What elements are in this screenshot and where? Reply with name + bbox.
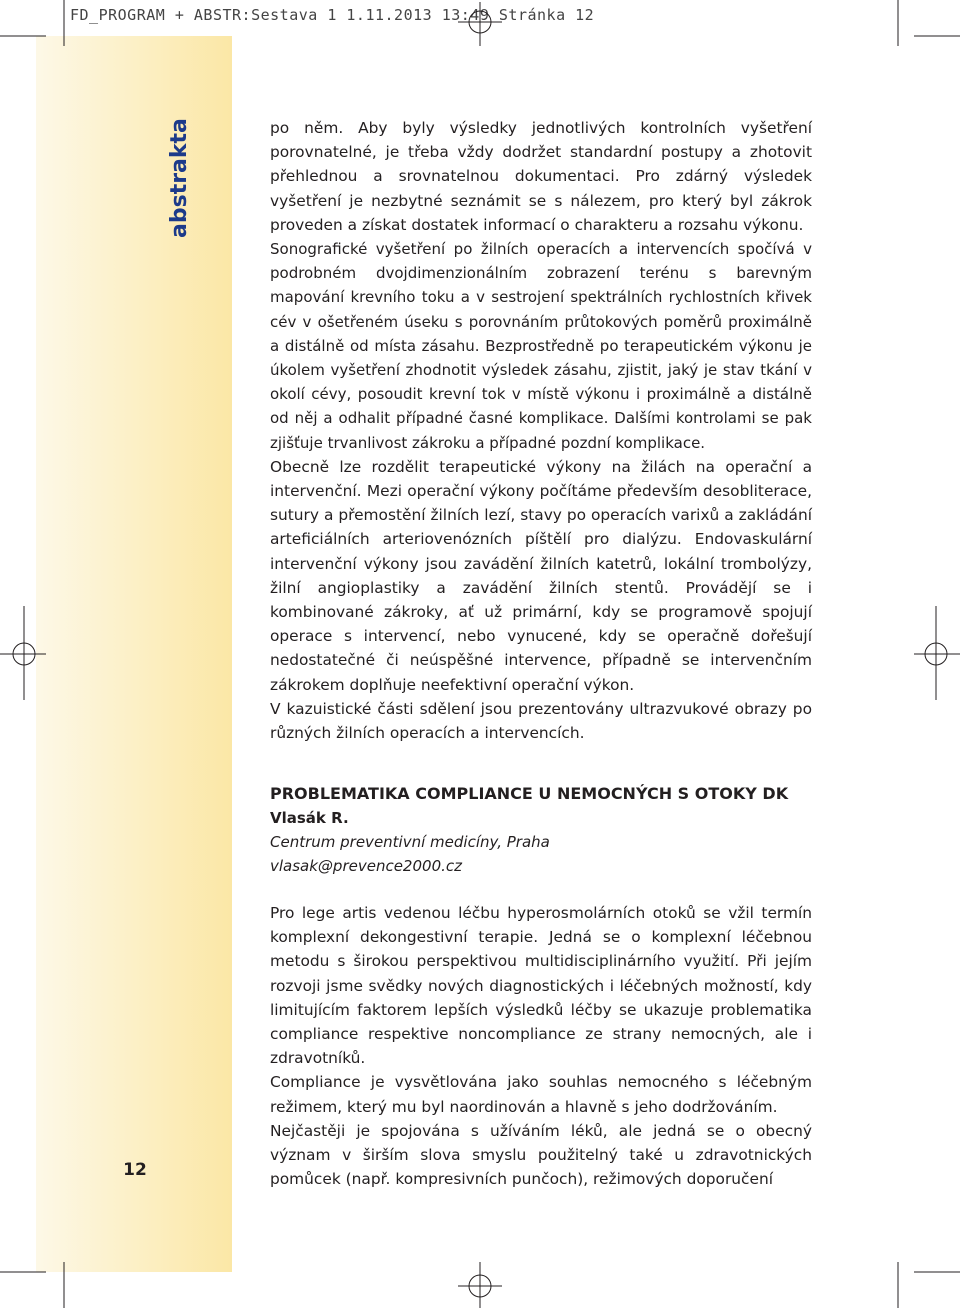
paragraph: Sonografické vyšetření po žilních operacích a intervencích spočívá v podrobném dvojdimenzionálním zobrazení terénu s barevným mapování krevního toku a v sestrojení spektrálních rychlostních křivek cév v ošetřeném úseku s porovnáním průtokových poměrů proximálně a distálně od místa zásahu. Bezprostředně po terapeutickém výkonu je úkolem vyšetření zhodnotit výsledek zásahu, zjistit, jaký je stav tkání v okolí cévy, posoudit krevní tok v místě výkonu i proximálně a distálně od něj a odhalit případné časné komplikace. Dalšími kontrolami se pak zjišťuje trvanlivost zákroku a případné pozdní komplikace. [270,240,812,452]
registration-mark-bottom [458,1262,502,1308]
article-title: PROBLEMATIKA COMPLIANCE U NEMOCNÝCH S OTOKY DK [270,784,789,803]
paragraph: Pro lege artis vedenou léčbu hyperosmolárních otoků se vžil termín komplexní dekongestivní terapie. Jedná se o komplexní léčebnou metodu s širokou perspektivou multidisciplinárního využití. Při jejím rozvoji jsme svědky nových diagnostických i léčebných možností, kdy limitujícím faktorem lepších výsledků léčby se ukazuje problematika compliance respektive noncompliance ze strany nemocných, ale i zdravotníků. [270,904,812,1068]
paragraph: V kazuistické části sdělení jsou prezentovány ultrazvukové obrazy po různých žilních operacích a intervencích. [270,699,812,743]
article-affiliation: Centrum preventivní medicíny, Praha [270,833,550,851]
paragraph: Compliance je vysvětlována jako souhlas nemocného s léčebným režimem, který mu byl naordinován a hlavně s jeho dodržováním. [270,1073,812,1116]
section-label: abstrakta [167,118,192,238]
page-number: 12 [123,1160,147,1180]
article-email: vlasak@prevence2000.cz [270,857,462,875]
paragraph: po něm. Aby byly výsledky jednotlivých kontrolních vyšetření porovnatelné, je třeba vždy dodržet standardní postupy a zhotovit přehlednou a srovnatelnou dokumentaci. Pro zdárný výsledek vyšetření je nezbytné seznámit se s nálezem, pro který byl zákrok proveden a získat dostatek informací o charakteru a rozsahu výkonu. [270,119,812,234]
article-author: Vlasák R. [270,809,349,827]
paragraph: Nejčastěji je spojována s užíváním léků, ale jedná se o obecný význam v širším slova smyslu použitelný také u zdravotnických pomůcek (např. kompresivních punčoch), režimových doporučení [270,1121,812,1189]
registration-mark-right [914,606,960,700]
registration-mark-left [0,606,46,700]
print-slug: FD_PROGRAM + ABSTR:Sestava 1 1.11.2013 13:49 Stránka 12 [70,6,595,24]
registration-mark-top [458,2,502,46]
paragraph: Obecně lze rozdělit terapeutické výkony na žilách na operační a intervenční. Mezi operační výkony počítáme především desobliterace, sutury a přemostění žilních lezí, stavy po operacích varixů a zakládání arteficiálních arteriovenózních píštělí pro dialýzu. Endovaskulární intervenční výkony jsou zavádění žilních katetrů, lokální trombolýzy, žilní angioplastiky a zavádění žilních stentů. Provádějí se i kombinované zákroky, ať už primární, kdy se programově spojují operace s intervencí, nebo vynucené, kdy se operačně dořešují nedostatečné či neúspěšné intervence, případně se intervenčním zákrokem doplňuje neefektivní operační výkon. [270,457,812,694]
